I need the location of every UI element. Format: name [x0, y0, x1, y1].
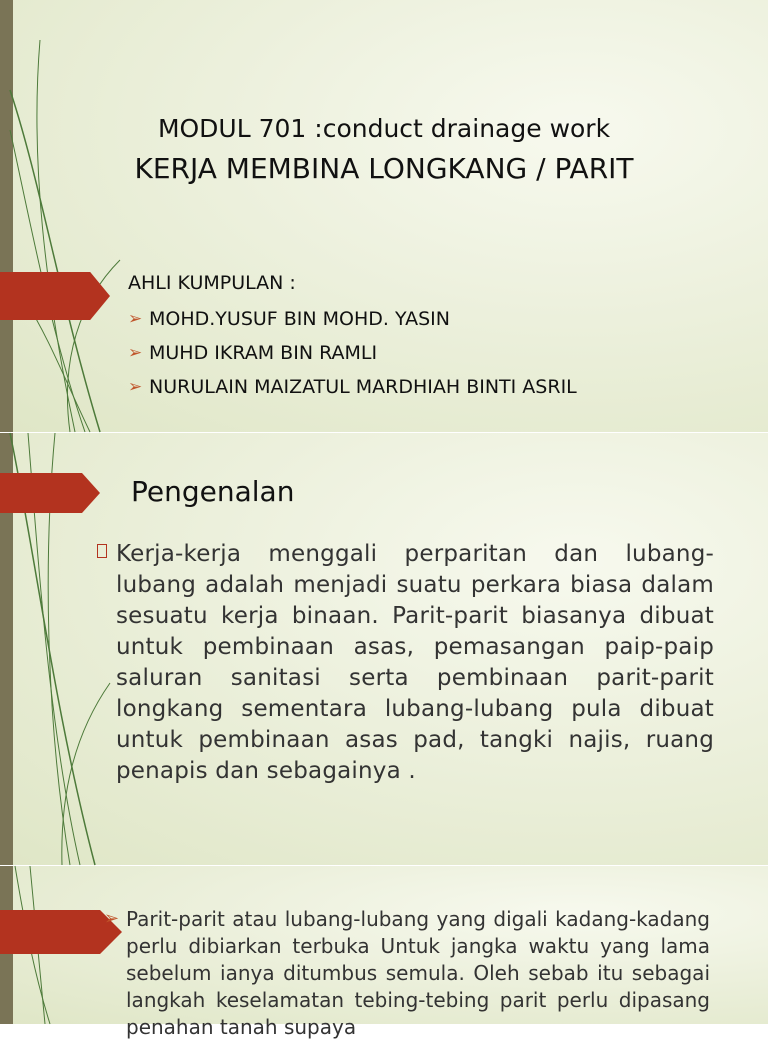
arrow-bullet-icon: ➢ — [104, 908, 120, 929]
list-item — [128, 374, 608, 400]
member-name: MOHD.YUSUF BIN MOHD. YASIN — [149, 308, 450, 330]
slide-accent-tab — [0, 473, 100, 513]
slide-accent-tab — [0, 272, 110, 320]
slide-title-line1: MODUL 701 :conduct drainage work — [157, 114, 611, 143]
arrow-bullet-icon: ➢ — [128, 309, 143, 329]
list-item — [128, 340, 608, 366]
members-heading: AHLI KUMPULAN : — [128, 272, 296, 294]
list-item — [128, 306, 608, 332]
member-name: NURULAIN MAIZATUL MARDHIAH BINTI ASRIL — [149, 376, 577, 398]
slide-left-bar — [0, 0, 13, 432]
slide-title — [0, 0, 768, 432]
members-list — [128, 306, 608, 408]
square-bullet-icon — [97, 544, 107, 558]
member-name: MUHD IKRAM BIN RAMLI — [149, 342, 378, 364]
decorative-swirl — [0, 0, 143, 432]
arrow-bullet-icon: ➢ — [128, 377, 143, 397]
slide-content — [0, 866, 768, 1039]
arrow-bullet-icon: ➢ — [128, 343, 143, 363]
slide-heading: Pengenalan — [131, 475, 295, 508]
slide-title-line2: KERJA MEMBINA LONGKANG / PARIT — [134, 152, 634, 185]
content-paragraph: Parit-parit atau lubang-lubang yang digali kadang-kadang perlu dibiarkan terbuka Untuk jangka waktu yang lama sebelum ianya ditumbus semula. Oleh sebab itu sebagai langkah keselamatan tebing-tebing parit perlu dipasang penahan tanah supaya — [126, 907, 710, 1039]
intro-paragraph: Kerja-kerja menggali perparitan dan lubang-lubang adalah menjadi suatu perkara biasa dalam sesuatu kerja binaan. Parit-parit biasanya dibuat untuk pembinaan asas, pemasangan paip-paip saluran sanitasi serta pembinaan parit-parit longkang sementara lubang-lubang pula dibuat untuk pembinaan asas pad, tangki najis, ruang penapis dan sebagainya . — [116, 541, 714, 784]
slide-introduction — [0, 433, 768, 865]
